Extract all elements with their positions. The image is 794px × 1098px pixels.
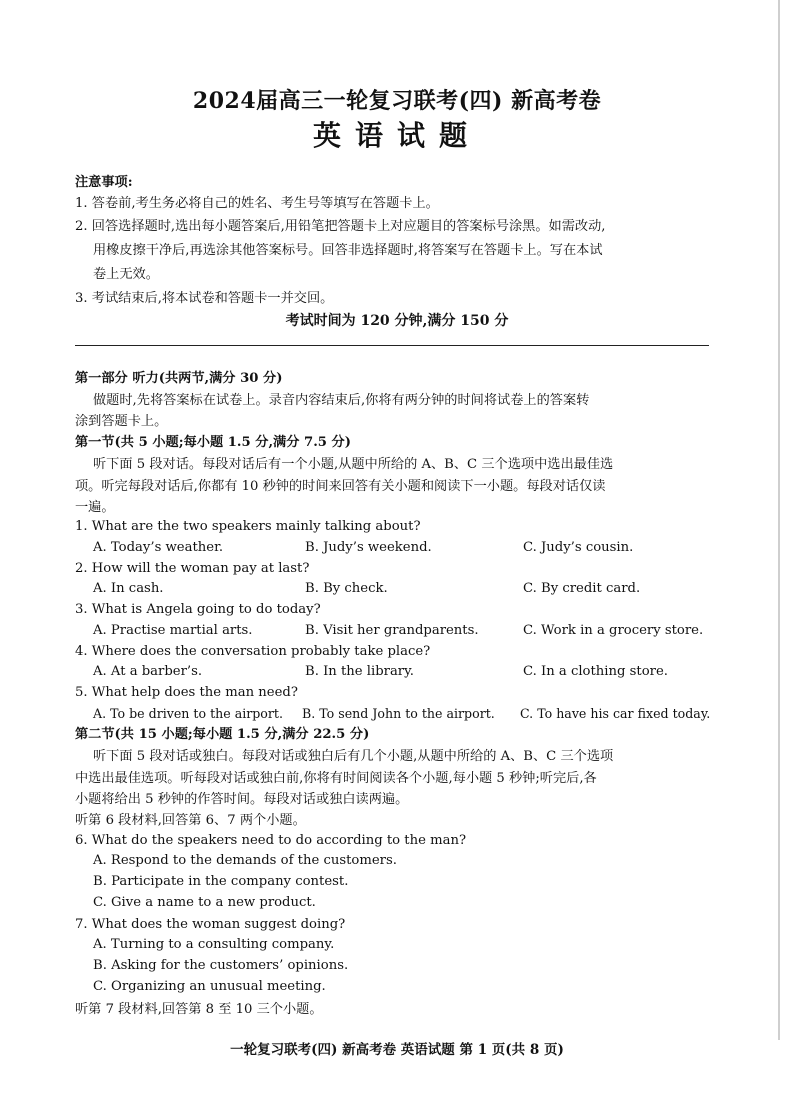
material-7: 听第 7 段材料,回答第 8 至 10 三个小题。: [75, 1002, 323, 1017]
q7-option-c: C. Organizing an unusual meeting.: [93, 979, 326, 994]
section1-intro-1: 听下面 5 段对话。每段对话后有一个小题,从题中所给的 A、B、C 三个选项中选出最佳选: [93, 457, 614, 472]
exam-title: 2024届高三一轮复习联考(四) 新高考卷: [192, 88, 602, 114]
q6-option-a: A. Respond to the demands of the customers.: [93, 853, 397, 868]
q5-option-c: C. To have his car fixed today.: [520, 706, 711, 721]
notice-heading: 注意事项:: [75, 175, 133, 190]
q2-option-c: C. By credit card.: [523, 581, 641, 596]
divider: [75, 345, 709, 346]
q3-option-b: B. Visit her grandparents.: [305, 623, 479, 638]
notice-item-2: 2. 回答选择题时,选出每小题答案后,用铅笔把答题卡上对应题目的答案标号涂黑。如需改动,: [75, 219, 606, 234]
q3-option-a: A. Practise martial arts.: [93, 623, 253, 638]
q2-option-b: B. By check.: [305, 581, 388, 596]
q4-option-c: C. In a clothing store.: [523, 664, 668, 679]
question-3: 3. What is Angela going to do today?: [75, 602, 321, 617]
section2-heading: 第二节(共 15 小题;每小题 1.5 分,满分 22.5 分): [75, 727, 370, 742]
question-6: 6. What do the speakers need to do according to the man?: [75, 833, 467, 848]
time-info: 考试时间为 120 分钟,满分 150 分: [285, 313, 509, 329]
question-4: 4. Where does the conversation probably take place?: [75, 644, 431, 659]
notice-item-2-cont: 用橡皮擦干净后,再选涂其他答案标号。回答非选择题时,将答案写在答题卡上。写在本试: [93, 243, 603, 258]
q1-option-b: B. Judy’s weekend.: [305, 540, 432, 555]
question-1: 1. What are the two speakers mainly talking about?: [75, 519, 421, 534]
notice-item-2-end: 卷上无效。: [93, 267, 159, 282]
part1-heading: 第一部分 听力(共两节,满分 30 分): [75, 371, 283, 386]
q4-option-a: A. At a barber’s.: [93, 664, 203, 679]
question-2: 2. How will the woman pay at last?: [75, 561, 310, 576]
page-footer: 一轮复习联考(四) 新高考卷 英语试题 第 1 页(共 8 页): [230, 1042, 564, 1058]
section2-intro-2: 中选出最佳选项。听每段对话或独白前,你将有时间阅读各个小题,每小题 5 秒钟;听完后,各: [75, 771, 597, 786]
notice-item-1: 1. 答卷前,考生务必将自己的姓名、考生号等填写在答题卡上。: [75, 196, 439, 211]
q4-option-b: B. In the library.: [305, 664, 414, 679]
question-7: 7. What does the woman suggest doing?: [75, 917, 346, 932]
section1-heading: 第一节(共 5 小题;每小题 1.5 分,满分 7.5 分): [75, 435, 351, 450]
q7-option-b: B. Asking for the customers’ opinions.: [93, 958, 349, 973]
notice-item-3: 3. 考试结束后,将本试卷和答题卡一并交回。: [75, 291, 334, 306]
section2-intro-3: 小题将给出 5 秒钟的作答时间。每段对话或独白读两遍。: [75, 792, 409, 807]
q6-option-c: C. Give a name to a new product.: [93, 895, 316, 910]
section2-intro-1: 听下面 5 段对话或独白。每段对话或独白后有几个小题,从题中所给的 A、B、C 三个选项: [93, 749, 614, 764]
q1-option-c: C. Judy’s cousin.: [523, 540, 634, 555]
subject-title: 英语试题: [312, 119, 481, 152]
material-6: 听第 6 段材料,回答第 6、7 两个小题。: [75, 813, 306, 828]
scan-edge: [778, 0, 780, 1040]
q5-option-a: A. To be driven to the airport.: [93, 706, 283, 721]
section1-intro-3: 一遍。: [75, 500, 115, 515]
q7-option-a: A. Turning to a consulting company.: [93, 937, 335, 952]
q2-option-a: A. In cash.: [93, 581, 164, 596]
q1-option-a: A. Today’s weather.: [93, 540, 224, 555]
section1-intro-2: 项。听完每段对话后,你都有 10 秒钟的时间来回答有关小题和阅读下一小题。每段对话仅读: [75, 479, 606, 494]
question-5: 5. What help does the man need?: [75, 685, 298, 700]
part1-intro-2: 涂到答题卡上。: [75, 414, 168, 429]
q6-option-b: B. Participate in the company contest.: [93, 874, 349, 889]
part1-intro-1: 做题时,先将答案标在试卷上。录音内容结束后,你将有两分钟的时间将试卷上的答案转: [93, 393, 590, 408]
q3-option-c: C. Work in a grocery store.: [523, 623, 704, 638]
q5-option-b: B. To send John to the airport.: [302, 706, 495, 721]
